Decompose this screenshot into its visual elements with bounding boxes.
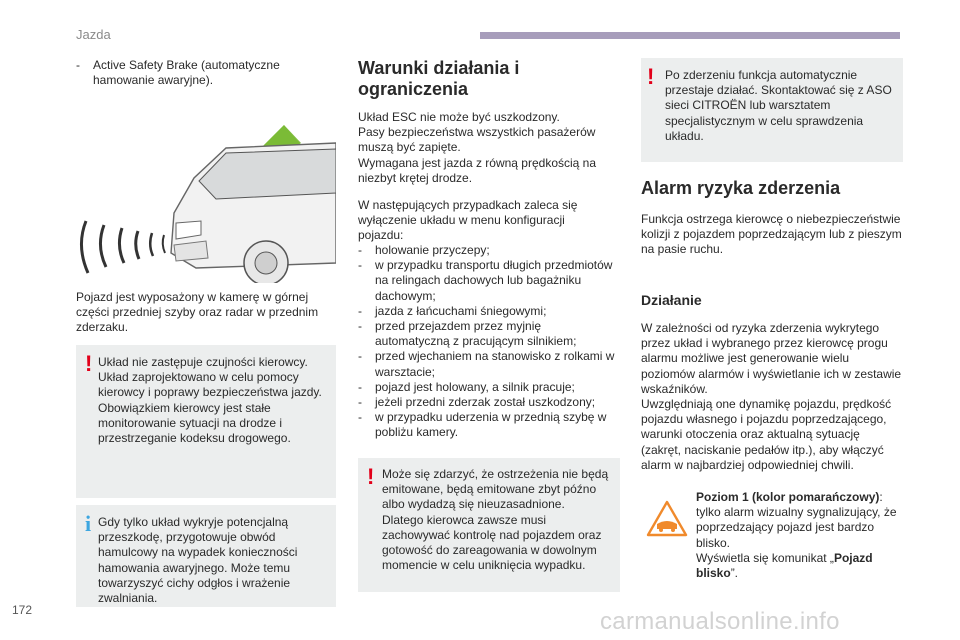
- orange-alert-triangle-icon: [646, 500, 688, 538]
- paragraph: W następujących przypadkach zaleca się wyłączenie układu w menu konfiguracji pojazdu:: [358, 198, 578, 243]
- list-item: - w przypadku transportu długich przedmiotów na relingach dachowych lub bagażniku dachowym;: [358, 258, 618, 304]
- level-message: Pojazd blisko: [696, 550, 873, 581]
- warning-box: [641, 58, 903, 162]
- section-heading: Warunki działania i ograniczenia: [358, 58, 520, 99]
- watermark: carmanualsonline.info: [600, 608, 840, 635]
- warning-icon: !: [85, 351, 93, 376]
- page-number: 172: [12, 603, 33, 617]
- list-item: - jazda z łańcuchami śniegowymi;: [358, 304, 618, 319]
- warning-text: Może się zdarzyć, że ostrzeżenia nie będą emitowane, będą emitowane zbyt późno albo wydadzą się nieuzasadnione. Dlatego kierowca zawsze musi zachowywać kontrolę nad pojazdem oraz gotowość do zareagowania w dowolnym momencie w celu uniknięcia wypadku.: [382, 467, 609, 573]
- car-radar-icon: [76, 103, 336, 283]
- warning-text: Po zderzeniu funkcja automatycznie przestaje działać. Skontaktować się z ASO sieci CITROËN lub warsztatem specjalistycznym w celu sprawdzenia układu.: [665, 68, 892, 143]
- warning-box: [358, 458, 620, 592]
- subheading: Działanie: [641, 292, 702, 308]
- warning-text: Układ nie zastępuje czujności kierowcy. Układ zaprojektowano w celu pomocy kierowcy i poprawy bezpieczeństwa jazdy. Obowiązkiem kierowcy jest stałe monitorowanie sytuacji na drodze i przestrzeganie kodeksu drogowego.: [98, 355, 322, 446]
- section-heading: Alarm ryzyka zderzenia: [641, 178, 841, 198]
- section-title: Jazda: [76, 27, 111, 42]
- alert-level-illustration: [646, 500, 688, 538]
- paragraph: W zależności od ryzyka zderzenia wykrytego przez układ i wybranego przez kierowcę progu alarmu możliwe jest generowanie wielu poziomów alarmów i wyświetlanie ich w zestawie wskaźników. Uwzględniają one dynamikę pojazdu, prędkość pojazdu własnego i pojazdu poprzedzającego, warunki otoczenia oraz aktualną sytuację (zakręt, naciskanie pedałów itp.), aby włączyć alarm w najbardziej odpowiedniej chwili.: [641, 321, 902, 472]
- info-icon: i: [85, 511, 92, 536]
- paragraph: Funkcja ostrzega kierowcę o niebezpieczeństwie kolizji z pojazdem poprzedzającym lub z pieszym na pasie ruchu.: [641, 212, 902, 257]
- warning-icon: !: [367, 464, 375, 489]
- warning-box: [76, 345, 336, 498]
- list-item: - w przypadku uderzenia w przednią szybę w pobliżu kamery.: [358, 410, 618, 440]
- list-item: - holowanie przyczepy;: [358, 243, 618, 258]
- warning-icon: !: [647, 64, 655, 89]
- alert-level-description: Poziom 1 (kolor pomarańczowy): tylko alarm wizualny sygnalizujący, że poprzedzający pojazd jest bardzo blisko. Wyświetla się komunikat „Pojazd blisko”.: [696, 490, 897, 581]
- level-text: tylko alarm wizualny sygnalizujący, że poprzedzający pojazd jest bardzo blisko.: [696, 505, 897, 550]
- disable-conditions-list: [358, 243, 618, 441]
- level-title: Poziom 1 (kolor pomarańczowy): [696, 490, 880, 504]
- header-accent-bar: [480, 32, 900, 39]
- list-item: - przed przejazdem przez myjnię automatyczną z pracującym silnikiem;: [358, 319, 618, 349]
- list-item: - pojazd jest holowany, a silnik pracuje;: [358, 380, 618, 395]
- list-item: - przed wjechaniem na stanowisko z rolkami w warsztacie;: [358, 349, 618, 379]
- info-text: Gdy tylko układ wykryje potencjalną przeszkodę, przygotowuje obwód hamulcowy na wypadek konieczności hamowania awaryjnego. Może temu towarzyszyć cichy odgłos i wrażenie zwalniania.: [98, 515, 298, 606]
- car-radar-illustration: [76, 103, 336, 283]
- paragraph: Układ ESC nie może być uszkodzony. Pasy bezpieczeństwa wszystkich pasażerów muszą być zapięte. Wymagana jest jazda z równą prędkością na niezbyt krętej drodze.: [358, 110, 597, 185]
- list-item: - Active Safety Brake (automatyczne hamowanie awaryjne).: [76, 58, 306, 88]
- info-box: [76, 505, 336, 607]
- feature-list: [76, 58, 306, 88]
- paragraph: Pojazd jest wyposażony w kamerę w górnej części przedniej szyby oraz radar w przednim zderzaku.: [76, 290, 319, 335]
- list-item: - jeżeli przedni zderzak został uszkodzony;: [358, 395, 618, 410]
